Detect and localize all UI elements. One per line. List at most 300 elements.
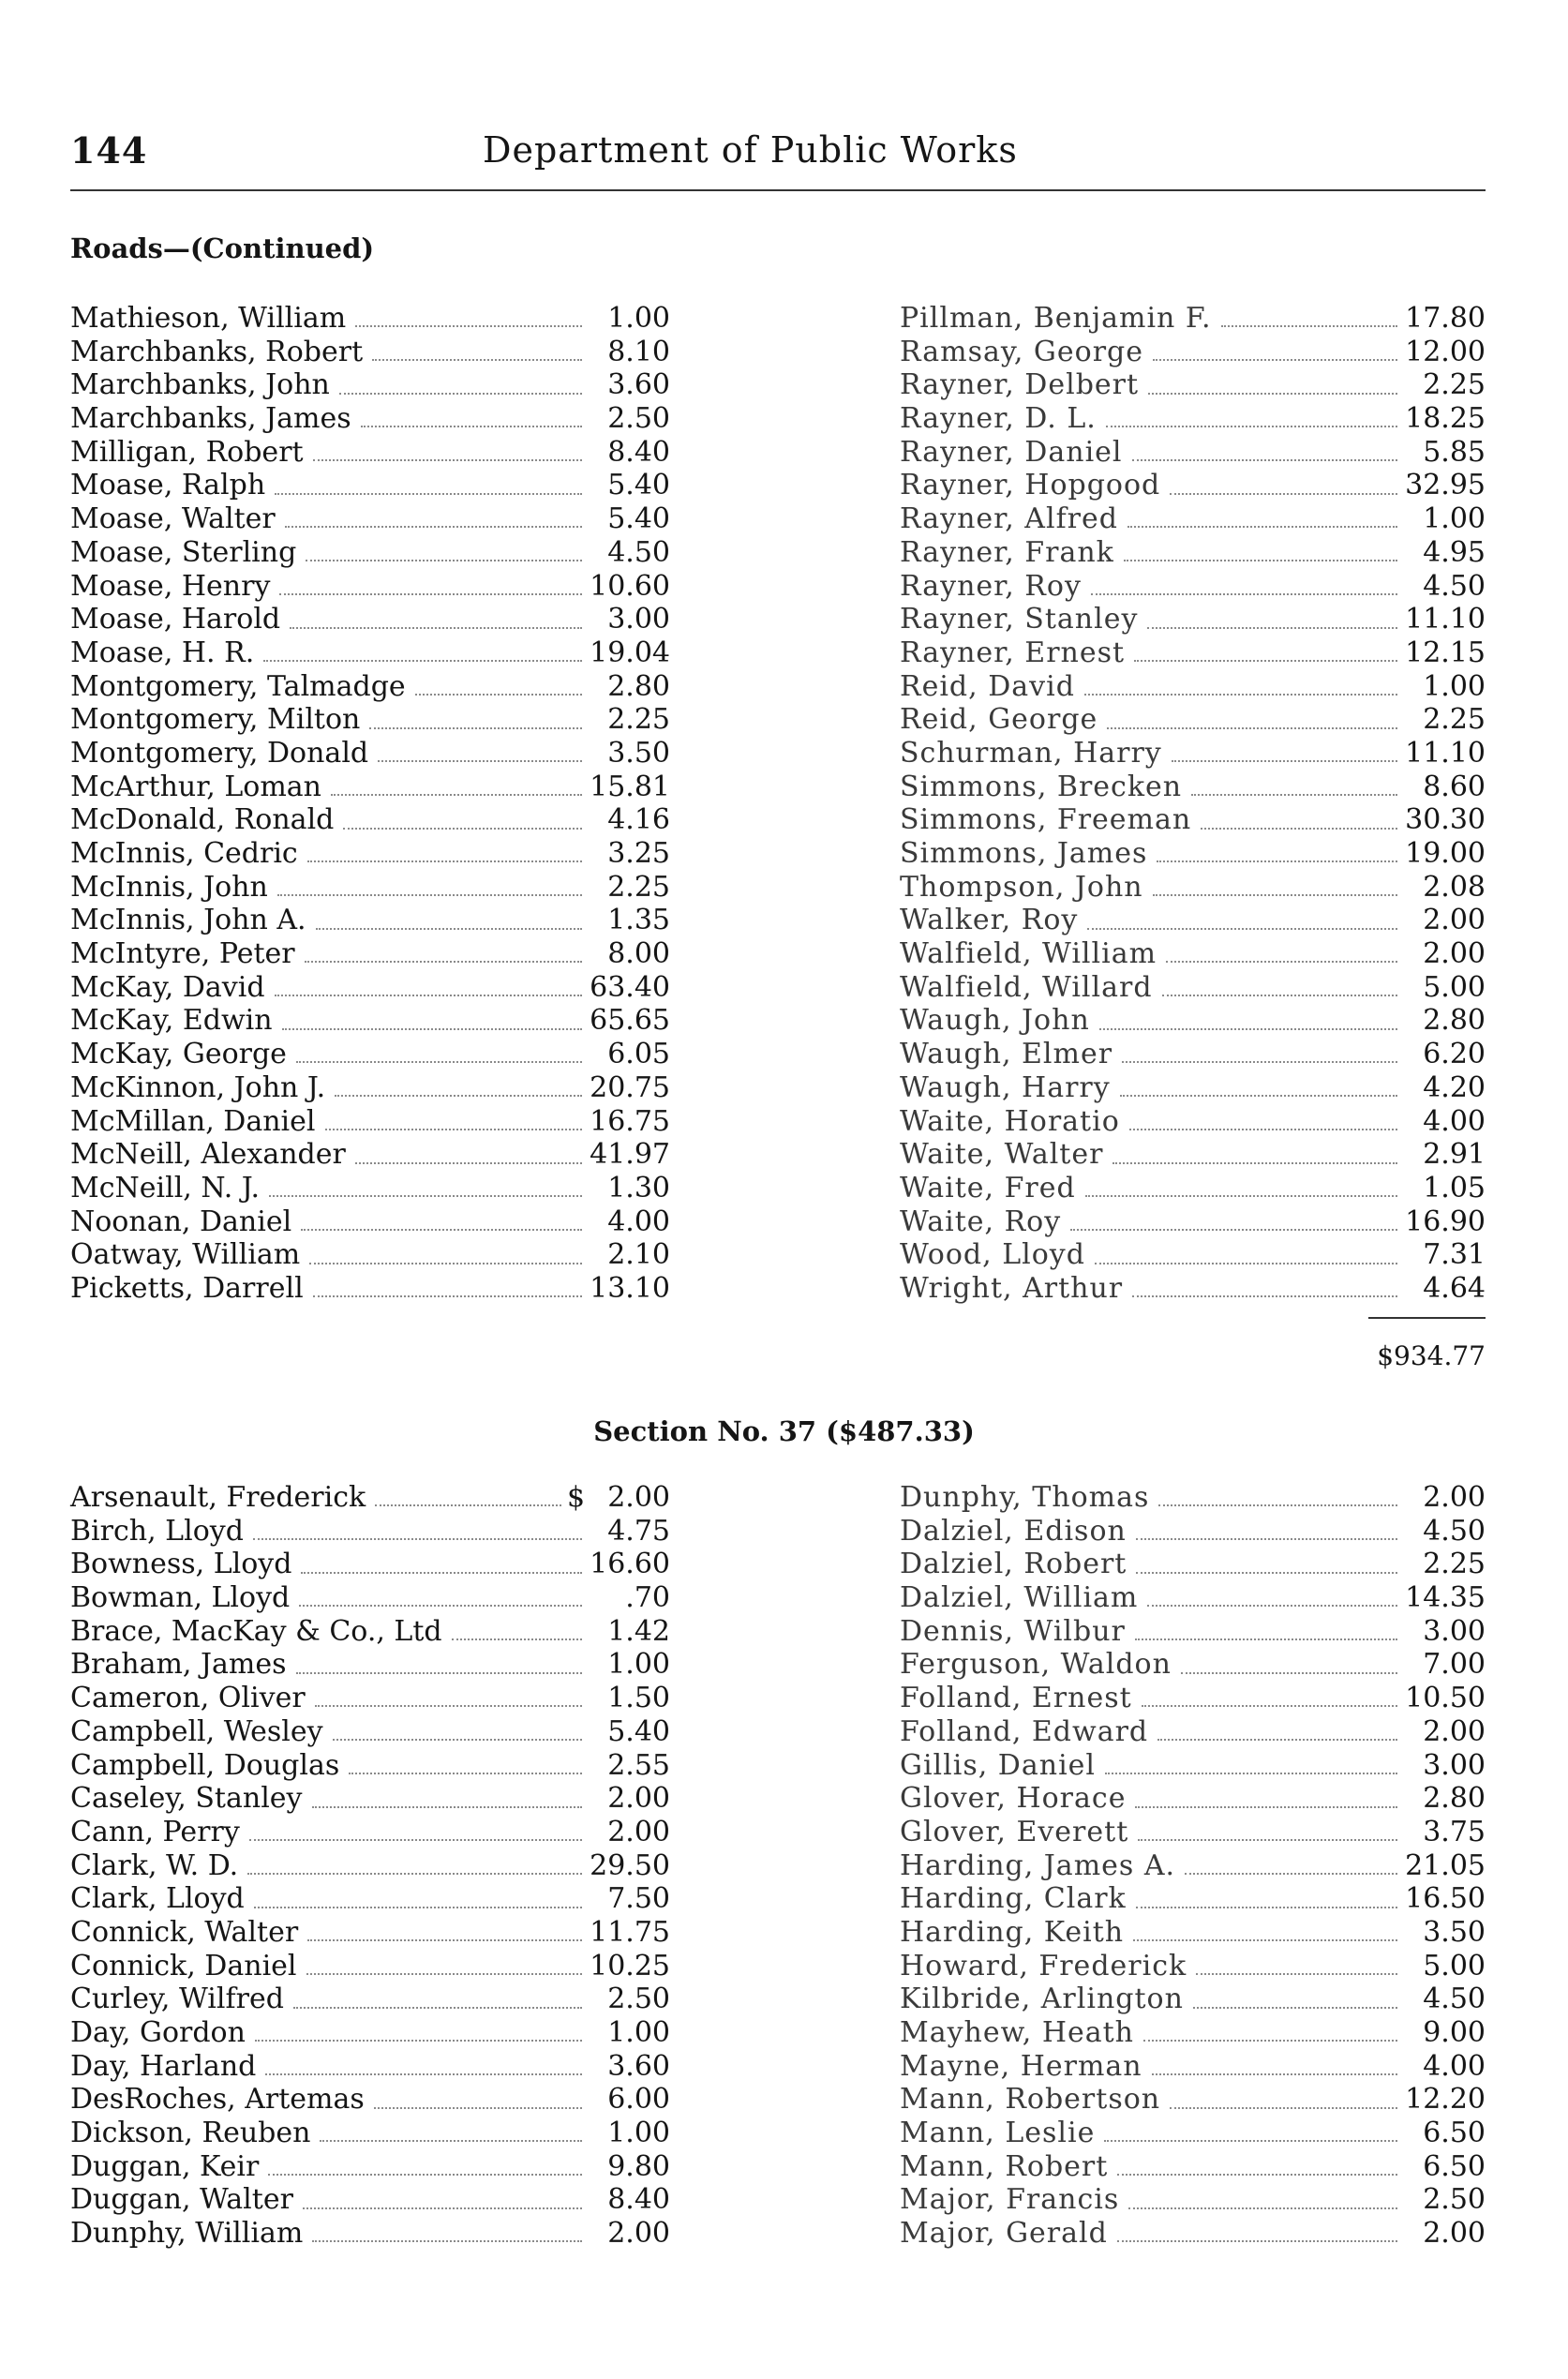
dot-leader — [299, 1604, 582, 1607]
payee-name: McArthur, Loman — [70, 770, 321, 803]
dot-leader — [1127, 525, 1397, 528]
payment-amount: 65.65 — [590, 1004, 670, 1038]
payee-name: Marchbanks, James — [70, 402, 351, 436]
payment-amount: 29.50 — [590, 1848, 670, 1882]
ledger-row — [900, 1238, 1486, 1272]
payee-name: Simmons, James — [900, 837, 1148, 870]
payment-amount: 10.60 — [590, 569, 670, 603]
dot-leader — [313, 458, 582, 461]
payment-amount: 17.80 — [1405, 302, 1486, 335]
ledger-row — [900, 1105, 1486, 1139]
ledger-row — [70, 502, 670, 536]
ledger-row — [70, 1172, 670, 1205]
ledger-row — [900, 2183, 1486, 2217]
ledger-row — [70, 837, 670, 871]
payee-name: Rayner, Alfred — [900, 502, 1118, 536]
dot-leader — [1113, 1161, 1397, 1164]
payee-name: Waite, Walter — [900, 1138, 1104, 1172]
dot-leader — [255, 2039, 582, 2042]
payee-name: Rayner, Roy — [900, 569, 1082, 603]
ledger-row — [70, 2183, 670, 2217]
dot-leader — [320, 2139, 582, 2142]
payee-name: Dickson, Reuben — [70, 2117, 311, 2150]
dot-leader — [355, 1161, 582, 1164]
ledger-row — [900, 436, 1486, 470]
payment-amount: 63.40 — [590, 970, 670, 1004]
currency-sign: $ — [567, 1481, 586, 1514]
ledger-row — [70, 2083, 670, 2117]
dot-leader — [306, 559, 582, 561]
payee-name: Mayhew, Heath — [900, 2016, 1134, 2049]
payee-name: Mann, Robert — [900, 2149, 1109, 2183]
ledger-row — [70, 368, 670, 402]
ledger-row — [70, 1982, 670, 2016]
payment-amount: 16.60 — [590, 1548, 670, 1581]
payee-name: McInnis, John A. — [70, 904, 306, 937]
dot-leader — [1157, 1738, 1397, 1741]
payment-amount: 18.25 — [1405, 402, 1486, 436]
payment-amount: 2.10 — [607, 1238, 670, 1272]
total-rule — [1368, 1317, 1486, 1319]
dot-leader — [339, 392, 582, 395]
ledger-row — [70, 1238, 670, 1272]
ledger-row — [900, 502, 1486, 536]
payee-name: Rayner, Daniel — [900, 435, 1123, 469]
dot-leader — [375, 1504, 561, 1506]
payment-amount: 8.60 — [1423, 770, 1486, 803]
payment-amount: 13.10 — [590, 1271, 670, 1305]
payment-amount: 16.75 — [590, 1104, 670, 1138]
payee-name: DesRoches, Artemas — [70, 2083, 365, 2117]
ledger-row — [70, 1816, 670, 1849]
payment-amount: 2.00 — [607, 1815, 670, 1848]
dot-leader — [1129, 1128, 1397, 1130]
dot-leader — [263, 659, 582, 662]
payment-amount: 3.00 — [1423, 1748, 1486, 1782]
payment-amount: 4.20 — [1423, 1070, 1486, 1104]
payment-amount: 4.50 — [1423, 569, 1486, 603]
payee-name: Major, Gerald — [900, 2217, 1108, 2251]
ledger-row — [70, 1916, 670, 1950]
dot-leader — [1087, 927, 1397, 930]
ledger-row — [70, 2150, 670, 2184]
dot-leader — [378, 759, 582, 762]
ledger-row — [900, 871, 1486, 905]
payee-name: Major, Francis — [900, 2183, 1120, 2217]
ledger-row — [900, 1682, 1486, 1715]
ledger-row — [70, 1581, 670, 1615]
ledger-row — [900, 1916, 1486, 1950]
payment-amount: 7.50 — [607, 1882, 670, 1916]
ledger-row — [900, 368, 1486, 402]
payee-name: Arsenault, Frederick — [70, 1481, 366, 1514]
dot-leader — [1162, 994, 1397, 996]
payee-name: McNeill, Alexander — [70, 1138, 346, 1172]
payee-name: Waugh, Elmer — [900, 1038, 1113, 1071]
dot-leader — [1153, 893, 1397, 896]
payment-amount: 12.00 — [1405, 335, 1486, 368]
payee-name: Connick, Daniel — [70, 1949, 297, 1982]
payee-name: McDonald, Ronald — [70, 803, 335, 837]
dot-leader — [1104, 2139, 1397, 2142]
ledger-row — [900, 1172, 1486, 1205]
ledger-row — [900, 703, 1486, 737]
payment-amount: 19.04 — [590, 636, 670, 669]
dot-leader — [249, 1838, 582, 1841]
payee-name: Mann, Leslie — [900, 2117, 1096, 2150]
payee-name: Pillman, Benjamin F. — [900, 302, 1212, 335]
dot-leader — [1157, 860, 1397, 862]
payment-amount: 3.60 — [607, 2049, 670, 2083]
payment-amount: 2.50 — [607, 402, 670, 436]
dot-leader — [1135, 1805, 1397, 1808]
page-header — [70, 129, 1486, 186]
payment-amount: 4.50 — [607, 535, 670, 569]
ledger-row — [70, 1882, 670, 1916]
payment-amount: 7.31 — [1423, 1238, 1486, 1272]
dot-leader — [268, 2173, 582, 2176]
payee-name: Rayner, Delbert — [900, 368, 1140, 402]
payment-amount: 9.80 — [607, 2149, 670, 2183]
payee-name: Waugh, Harry — [900, 1070, 1111, 1104]
dot-leader — [374, 2106, 582, 2109]
payment-amount: 5.85 — [1423, 435, 1486, 469]
dot-leader — [1191, 793, 1397, 796]
payee-name: Folland, Edward — [900, 1714, 1149, 1748]
payment-amount: 7.00 — [1423, 1648, 1486, 1682]
payment-amount: 2.80 — [1423, 1004, 1486, 1038]
ledger-row — [70, 904, 670, 937]
dot-leader — [1152, 2072, 1397, 2075]
ledger-row — [70, 336, 670, 369]
ledger-row — [900, 837, 1486, 871]
payment-amount: 3.50 — [607, 736, 670, 770]
payee-name: Simmons, Freeman — [900, 803, 1192, 837]
ledger-row — [70, 536, 670, 570]
roads-right-column — [900, 302, 1486, 1306]
dot-leader — [254, 1906, 582, 1908]
ledger-row — [70, 2217, 670, 2251]
dot-leader — [343, 827, 582, 830]
ledger-row — [70, 469, 670, 502]
payee-name: Rayner, D. L. — [900, 402, 1097, 436]
ledger-row — [70, 1205, 670, 1239]
payee-name: Bowness, Lloyd — [70, 1548, 292, 1581]
dot-leader — [1117, 2173, 1397, 2176]
payment-amount: 1.00 — [607, 2016, 670, 2049]
ledger-row — [900, 1038, 1486, 1071]
ledger-row — [70, 1138, 670, 1172]
payee-name: Campbell, Douglas — [70, 1748, 340, 1782]
ledger-row — [900, 1648, 1486, 1682]
payee-name: Simmons, Brecken — [900, 770, 1183, 803]
payee-name: Howard, Frederick — [900, 1949, 1187, 1982]
payee-name: Reid, George — [900, 703, 1098, 737]
dot-leader — [1221, 324, 1397, 327]
ledger-row — [900, 302, 1486, 336]
payment-amount: .70 — [625, 1581, 670, 1615]
ledger-row — [70, 937, 670, 971]
payee-name: Cameron, Oliver — [70, 1682, 306, 1715]
dot-leader — [301, 1571, 582, 1574]
payee-name: McKinnon, John J. — [70, 1070, 326, 1104]
dot-leader — [247, 1872, 582, 1875]
payee-name: Walfield, Willard — [900, 970, 1153, 1004]
payment-amount: 8.00 — [607, 937, 670, 971]
ledger-row — [70, 2117, 670, 2150]
payee-name: McKay, David — [70, 970, 265, 1004]
ledger-row — [900, 971, 1486, 1005]
payee-name: McMillan, Daniel — [70, 1104, 316, 1138]
ledger-row — [900, 336, 1486, 369]
payee-name: Rayner, Stanley — [900, 603, 1139, 636]
payee-name: Caseley, Stanley — [70, 1782, 303, 1816]
dot-leader — [1070, 1228, 1397, 1231]
payment-amount: 6.00 — [607, 2083, 670, 2117]
payment-amount: 8.40 — [607, 2183, 670, 2217]
ledger-row — [70, 1515, 670, 1549]
payee-name: Noonan, Daniel — [70, 1204, 292, 1238]
dot-leader — [296, 1671, 582, 1674]
ledger-row — [900, 570, 1486, 604]
payment-amount: 19.00 — [1405, 837, 1486, 870]
ledger-row — [900, 2050, 1486, 2084]
ledger-row — [900, 1615, 1486, 1649]
payee-name: Clark, W. D. — [70, 1848, 239, 1882]
payment-amount: 1.00 — [1423, 669, 1486, 703]
ledger-row — [70, 2050, 670, 2084]
dot-leader — [1105, 1772, 1397, 1774]
dot-leader — [1128, 2207, 1397, 2209]
payment-amount: 4.50 — [1423, 1982, 1486, 2016]
ledger-row — [900, 803, 1486, 837]
payment-amount: 10.50 — [1405, 1682, 1486, 1715]
payment-amount: 4.75 — [607, 1514, 670, 1548]
payee-name: Moase, Henry — [70, 569, 271, 603]
payee-name: McInnis, Cedric — [70, 837, 298, 870]
payee-name: Curley, Wilfred — [70, 1982, 284, 2016]
ledger-row — [70, 1849, 670, 1883]
payee-name: McKay, George — [70, 1038, 287, 1071]
dot-leader — [1136, 1906, 1397, 1908]
payment-amount: 15.81 — [590, 770, 670, 803]
dot-leader — [331, 793, 582, 796]
ledger-row — [70, 771, 670, 804]
dot-leader — [290, 626, 582, 629]
payment-amount: 2.80 — [607, 669, 670, 703]
ledger-row — [70, 1648, 670, 1682]
payee-name: Walker, Roy — [900, 904, 1079, 937]
payee-name: Braham, James — [70, 1648, 287, 1682]
payment-amount: 5.40 — [607, 469, 670, 502]
dot-leader — [1135, 1638, 1397, 1640]
ledger-row — [900, 1782, 1486, 1816]
payee-name: Dunphy, Thomas — [900, 1481, 1150, 1514]
dot-leader — [335, 1094, 582, 1097]
dot-leader — [1106, 425, 1397, 427]
payee-name: Moase, Walter — [70, 502, 276, 536]
payment-amount: 8.10 — [607, 335, 670, 368]
ledger-row — [900, 1715, 1486, 1749]
dot-leader — [1170, 492, 1397, 495]
roads-left-column — [70, 302, 670, 1306]
ledger-row — [70, 1682, 670, 1715]
section-total: $934.77 — [1377, 1340, 1486, 1371]
payment-amount: 1.30 — [607, 1171, 670, 1204]
payment-amount: 8.40 — [607, 435, 670, 469]
ledger-row — [70, 570, 670, 604]
payee-name: Walfield, William — [900, 937, 1157, 971]
payment-amount: 6.50 — [1423, 2117, 1486, 2150]
ledger-row — [70, 1782, 670, 1816]
ledger-row — [900, 670, 1486, 704]
ledger-row — [70, 1272, 670, 1306]
ledger-row — [900, 2016, 1486, 2050]
dot-leader — [325, 1128, 582, 1130]
dot-leader — [307, 860, 582, 862]
payment-amount: 3.75 — [1423, 1815, 1486, 1848]
payee-name: Ramsay, George — [900, 335, 1144, 368]
ledger-row — [70, 1615, 670, 1649]
payee-name: Picketts, Darrell — [70, 1271, 304, 1305]
payee-name: Moase, Sterling — [70, 535, 297, 569]
payment-amount: 11.75 — [590, 1915, 670, 1949]
payment-amount: 21.05 — [1405, 1848, 1486, 1882]
dot-leader — [305, 960, 582, 963]
ledger-row — [900, 1481, 1486, 1515]
dot-leader — [372, 358, 582, 361]
dot-leader — [1134, 659, 1397, 662]
payment-amount: 2.50 — [607, 1982, 670, 2016]
payee-name: Milligan, Robert — [70, 435, 304, 469]
payment-amount: 2.00 — [1423, 2217, 1486, 2251]
ledger-row — [70, 1715, 670, 1749]
payment-amount: 1.50 — [607, 1682, 670, 1715]
payment-amount: 2.91 — [1423, 1138, 1486, 1172]
payment-amount: 5.00 — [1423, 970, 1486, 1004]
payee-name: Montgomery, Talmadge — [70, 669, 406, 703]
header-rule — [70, 189, 1486, 191]
dot-leader — [1158, 1504, 1397, 1506]
ledger-row — [900, 1581, 1486, 1615]
payee-name: Moase, Ralph — [70, 469, 266, 502]
dot-leader — [452, 1638, 582, 1640]
payment-amount: 14.35 — [1405, 1581, 1486, 1615]
payment-amount: 32.95 — [1405, 469, 1486, 502]
payee-name: Schurman, Harry — [900, 736, 1162, 770]
ledger-row — [70, 1038, 670, 1071]
payment-amount: 2.00 — [607, 1481, 670, 1514]
payment-amount: 2.80 — [1423, 1782, 1486, 1816]
page-title: Department of Public Works — [483, 129, 1018, 171]
payee-name: Moase, Harold — [70, 603, 281, 636]
payment-amount: 4.16 — [607, 803, 670, 837]
payment-amount: 4.00 — [607, 1204, 670, 1238]
dot-leader — [1120, 1094, 1397, 1097]
ledger-row — [70, 2016, 670, 2050]
payee-name: Harding, Clark — [900, 1882, 1127, 1916]
dot-leader — [1132, 1294, 1397, 1297]
payee-name: Day, Gordon — [70, 2016, 246, 2049]
payment-amount: 2.00 — [1423, 1714, 1486, 1748]
payment-amount: 2.25 — [607, 703, 670, 737]
payment-amount: 2.08 — [1423, 870, 1486, 904]
ledger-row — [70, 803, 670, 837]
payment-amount: 2.00 — [607, 1782, 670, 1816]
payment-amount: 4.00 — [1423, 1104, 1486, 1138]
payment-amount: 10.25 — [590, 1949, 670, 1982]
payee-name: Kilbride, Arlington — [900, 1982, 1184, 2016]
dot-leader — [349, 1772, 582, 1774]
payee-name: Cann, Perry — [70, 1815, 240, 1848]
payment-amount: 3.60 — [607, 368, 670, 402]
payee-name: McKay, Edwin — [70, 1004, 273, 1038]
payee-name: Connick, Walter — [70, 1915, 299, 1949]
dot-leader — [275, 994, 582, 996]
dot-leader — [313, 1294, 582, 1297]
payee-name: McIntyre, Peter — [70, 937, 295, 971]
payee-name: Montgomery, Milton — [70, 703, 361, 737]
dot-leader — [277, 893, 582, 896]
dot-leader — [253, 1537, 582, 1540]
payee-name: Dennis, Wilbur — [900, 1614, 1126, 1648]
ledger-row — [900, 603, 1486, 636]
ledger-row — [70, 436, 670, 470]
dot-leader — [1201, 827, 1397, 830]
dot-leader — [1099, 1027, 1397, 1030]
payee-name: Harding, James A. — [900, 1848, 1176, 1882]
ledger-row — [900, 1982, 1486, 2016]
section-37-left-column — [70, 1481, 670, 2251]
payment-amount: 6.50 — [1423, 2149, 1486, 2183]
ledger-row — [70, 871, 670, 905]
ledger-row — [900, 2150, 1486, 2184]
dot-leader — [307, 1938, 582, 1941]
ledger-row — [900, 1205, 1486, 1239]
dot-leader — [1185, 1872, 1397, 1875]
dot-leader — [1181, 1671, 1397, 1674]
payee-name: Thompson, John — [900, 870, 1143, 904]
ledger-row — [900, 1849, 1486, 1883]
payee-name: Wood, Lloyd — [900, 1238, 1085, 1272]
ledger-row — [900, 1816, 1486, 1849]
ledger-row — [70, 1004, 670, 1038]
payment-amount: 1.00 — [607, 2117, 670, 2150]
ledger-row — [70, 1950, 670, 1983]
payee-name: McNeill, N. J. — [70, 1171, 261, 1204]
payment-amount: 6.20 — [1423, 1038, 1486, 1071]
payee-name: Folland, Ernest — [900, 1682, 1132, 1715]
dot-leader — [1107, 726, 1397, 729]
payment-amount: 5.40 — [607, 502, 670, 536]
dot-leader — [312, 1805, 583, 1808]
ledger-row — [900, 536, 1486, 570]
payment-amount: 2.25 — [1423, 703, 1486, 737]
dot-leader — [309, 1262, 582, 1264]
dot-leader — [415, 693, 582, 696]
payee-name: Gillis, Daniel — [900, 1748, 1097, 1782]
dot-leader — [361, 425, 582, 427]
payee-name: Bowman, Lloyd — [70, 1581, 291, 1615]
payment-amount: 2.00 — [1423, 937, 1486, 971]
payment-amount: 12.15 — [1405, 636, 1486, 669]
payee-name: Wright, Arthur — [900, 1271, 1124, 1305]
payment-amount: 11.10 — [1405, 603, 1486, 636]
payee-name: Marchbanks, Robert — [70, 335, 364, 368]
payee-name: Mann, Robertson — [900, 2083, 1161, 2117]
payment-amount: 20.75 — [590, 1070, 670, 1104]
payee-name: McInnis, John — [70, 870, 268, 904]
